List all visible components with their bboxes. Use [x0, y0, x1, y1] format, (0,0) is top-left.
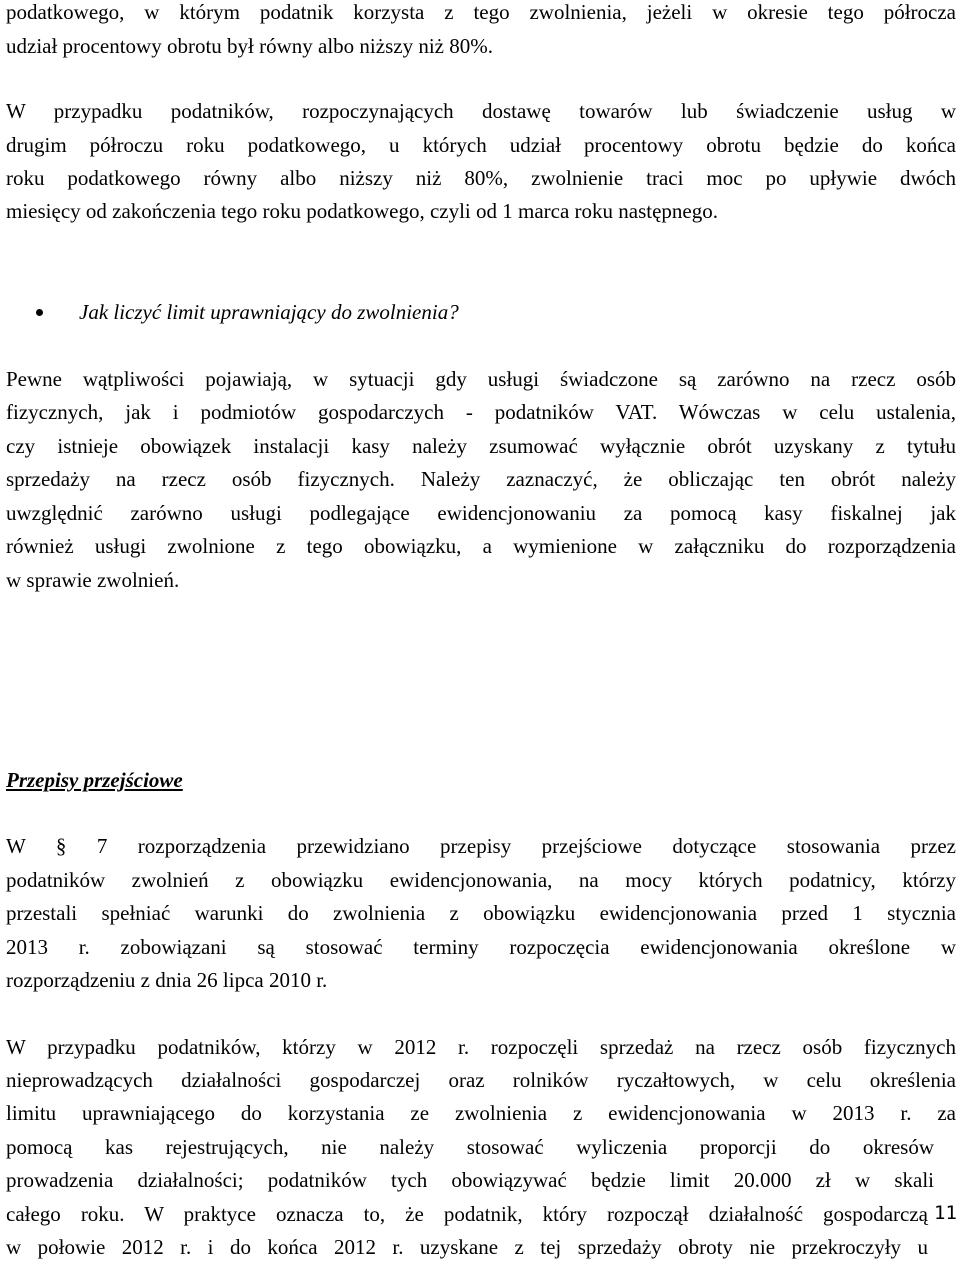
- paragraph-3-line-4: sprzedaży na rzecz osób fizycznych. Należy zaznaczyć, że obliczając ten obrót należy: [6, 467, 956, 491]
- paragraph-4-line-5: rozporządzeniu z dnia 26 lipca 2010 r.: [6, 968, 328, 992]
- paragraph-2-line-4: miesięcy od zakończenia tego roku podatkowego, czyli od 1 marca roku następnego.: [6, 199, 719, 223]
- paragraph-5-line-4: pomocą kas rejestrujących, nie należy stosować wyliczenia proporcji do okresów: [6, 1135, 934, 1159]
- paragraph-1-line-1: podatkowego, w którym podatnik korzysta z tego zwolnienia, jeżeli w okresie tego półrocza: [6, 0, 956, 24]
- paragraph-3-line-3: czy istnieje obowiązek instalacji kasy należy zsumować wyłącznie obrót uzyskany z tytułu: [6, 434, 956, 458]
- section-heading: Przepisy przejściowe: [6, 768, 183, 792]
- paragraph-4-line-3: przestali spełniać warunki do zwolnienia z obowiązku ewidencjonowania przed 1 stycznia: [6, 901, 956, 925]
- paragraph-5-line-3: limitu uprawniającego do korzystania ze zwolnienia z ewidencjonowania w 2013 r. za: [6, 1101, 956, 1125]
- paragraph-3-line-5: uwzględnić zarówno usługi podlegające ewidencjonowaniu za pomocą kasy fiskalnej jak: [6, 501, 956, 525]
- paragraph-3-line-6: również usługi zwolnione z tego obowiązku, a wymienione w załączniku do rozporządzenia: [6, 534, 956, 558]
- paragraph-4-line-1: W § 7 rozporządzenia przewidziano przepisy przejściowe dotyczące stosowania przez: [6, 834, 956, 858]
- paragraph-3-line-2: fizycznych, jak i podmiotów gospodarczych - podatników VAT. Wówczas w celu ustalenia,: [6, 400, 956, 424]
- paragraph-5-line-6: całego roku. W praktyce oznacza to, że podatnik, który rozpoczął działalność gospodarczą: [6, 1202, 928, 1226]
- paragraph-5-line-2: nieprowadzących działalności gospodarczej oraz rolników ryczałtowych, w celu określenia: [6, 1068, 956, 1092]
- paragraph-1-line-2: udział procentowy obrotu był równy albo niższy niż 80%.: [6, 34, 493, 58]
- paragraph-2-line-1: W przypadku podatników, rozpoczynających dostawę towarów lub świadczenie usług w: [6, 99, 956, 123]
- paragraph-5-line-1: W przypadku podatników, którzy w 2012 r. rozpoczęli sprzedaż na rzecz osób fizycznych: [6, 1035, 956, 1059]
- paragraph-4-line-4: 2013 r. zobowiązani są stosować terminy rozpoczęcia ewidencjonowania określone w: [6, 935, 956, 959]
- bullet-question: Jak liczyć limit uprawniający do zwolnienia?: [79, 300, 459, 324]
- page-number: 11: [934, 1202, 957, 1224]
- paragraph-4-line-2: podatników zwolnień z obowiązku ewidencjonowania, na mocy których podatnicy, którzy: [6, 868, 956, 892]
- paragraph-2-line-3: roku podatkowego równy albo niższy niż 80%, zwolnienie traci moc po upływie dwóch: [6, 166, 956, 190]
- paragraph-2-line-2: drugim półroczu roku podatkowego, u których udział procentowy obrotu będzie do końca: [6, 133, 956, 157]
- paragraph-5-line-5: prowadzenia działalności; podatników tych obowiązywać będzie limit 20.000 zł w skali: [6, 1168, 934, 1192]
- paragraph-3-line-7: w sprawie zwolnień.: [6, 568, 180, 592]
- bullet-dot-icon: [36, 309, 43, 316]
- paragraph-5-line-7: w połowie 2012 r. i do końca 2012 r. uzyskane z tej sprzedaży obroty nie przekroczyły u: [6, 1235, 928, 1259]
- paragraph-3-line-1: Pewne wątpliwości pojawiają, w sytuacji gdy usługi świadczone są zarówno na rzecz osób: [6, 367, 956, 391]
